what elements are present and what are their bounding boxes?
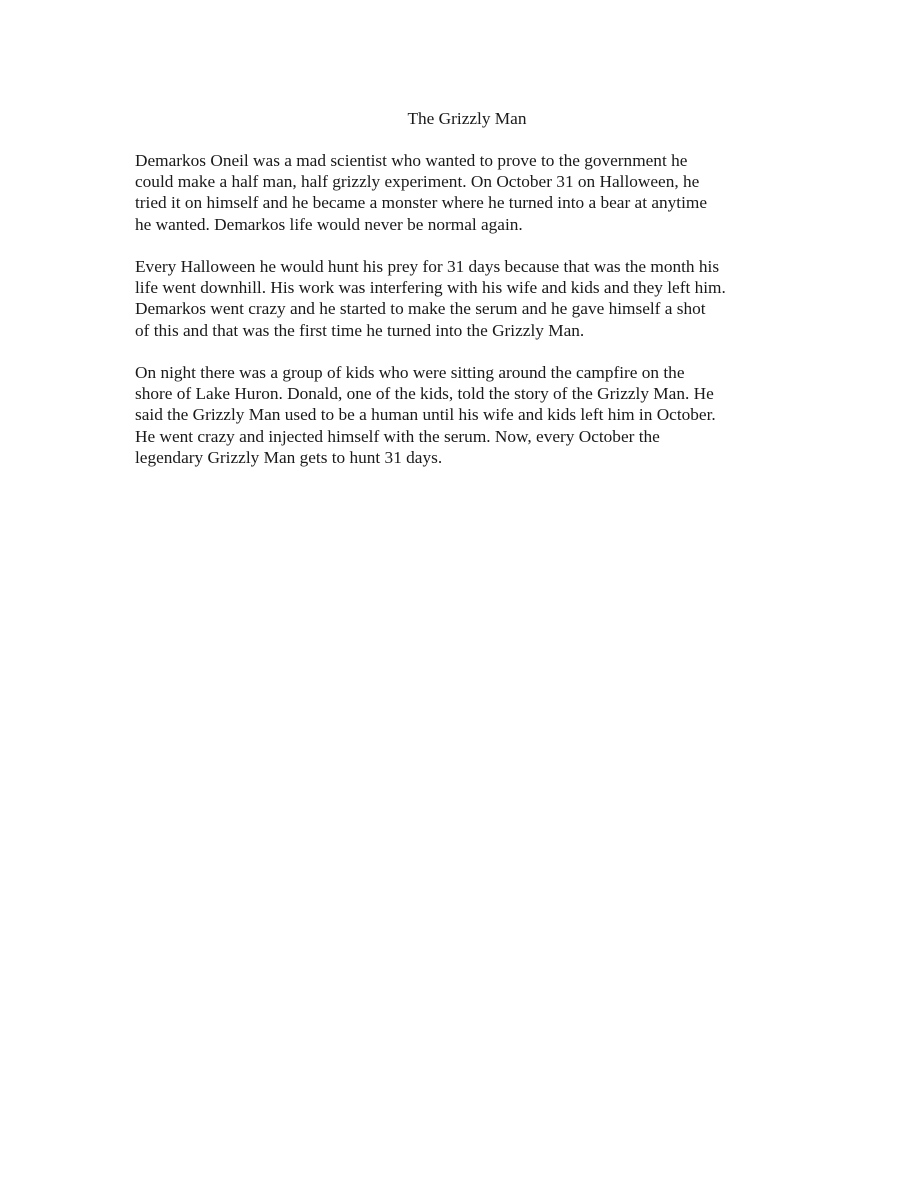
paragraph-line: Every Halloween he would hunt his prey for 31 days because that was the month his [135,257,720,276]
paragraph-line: tried it on himself and he became a monster where he turned into a bear at anytime [135,193,707,213]
paragraph-2 [135,256,795,341]
paragraph-line: could make a half man, half grizzly experiment. On October 31 on Halloween, he [135,172,700,192]
paragraph-line: On night there was a group of kids who were sitting around the campfire on the [135,363,685,382]
document-title: The Grizzly Man [407,109,527,128]
paragraph-line: Demarkos went crazy and he started to make the serum and he gave himself a shot [135,299,706,319]
paragraph-line: life went downhill. His work was interfering with his wife and kids and they left him. [135,278,726,298]
paragraph-line: He went crazy and injected himself with the serum. Now, every October the [135,426,660,446]
paragraph-line: said the Grizzly Man used to be a human until his wife and kids left him in October. [135,405,716,425]
document-body [135,150,795,489]
paragraph-line: legendary Grizzly Man gets to hunt 31 days. [135,447,443,467]
paragraph-line: he wanted. Demarkos life would never be normal again. [135,214,523,234]
paragraph-line: Demarkos Oneil was a mad scientist who wanted to prove to the government he [135,151,688,170]
paragraph-3 [135,362,795,468]
paragraph-line: of this and that was the first time he turned into the Grizzly Man. [135,320,585,340]
paragraph-1 [135,150,795,235]
paragraph-line: shore of Lake Huron. Donald, one of the kids, told the story of the Grizzly Man. He [135,384,714,404]
